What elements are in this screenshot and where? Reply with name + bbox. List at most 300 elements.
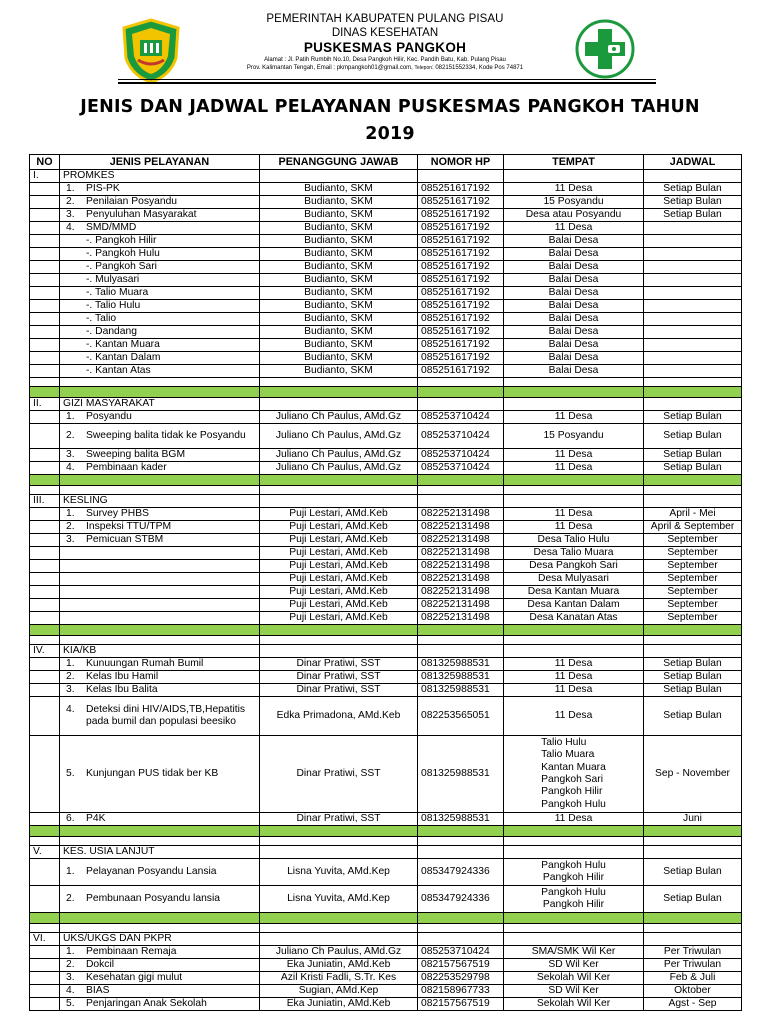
- schedule: Feb & Juli: [644, 972, 742, 985]
- table-row: [30, 183, 742, 196]
- service-name: Penjaringan Anak Sekolah: [86, 998, 207, 1009]
- phone-number: 085251617192: [418, 235, 504, 248]
- section-number: II.: [30, 398, 60, 411]
- place: Desa Kantan Muara: [504, 586, 644, 599]
- place: Sekolah Wil Ker: [504, 972, 644, 985]
- phone-number: 085251617192: [418, 222, 504, 235]
- document-title: JENIS DAN JADWAL PELAYANAN PUSKESMAS PANGKOH TAHUN: [80, 97, 700, 117]
- phone-number: 082252131498: [418, 599, 504, 612]
- service-name: BIAS: [86, 985, 110, 996]
- phone-number: 082252131498: [418, 508, 504, 521]
- person-in-charge: Budianto, SKM: [260, 248, 418, 261]
- service-name: Posyandu: [86, 411, 132, 422]
- spacer-row: [30, 837, 742, 846]
- phone-number: 081325988531: [418, 813, 504, 826]
- person-in-charge: Budianto, SKM: [260, 287, 418, 300]
- schedule: Per Triwulan: [644, 959, 742, 972]
- schedule: Setiap Bulan: [644, 859, 742, 886]
- person-in-charge: Juliano Ch Paulus, AMd.Gz: [260, 449, 418, 462]
- village-name: -. Talio Muara: [60, 287, 260, 300]
- header-rule-thin: [118, 79, 656, 80]
- village-name: -. Pangkoh Hulu: [60, 248, 260, 261]
- item-number: 3.: [66, 972, 75, 983]
- person-in-charge: Budianto, SKM: [260, 300, 418, 313]
- place-line: Talio Hulu: [541, 736, 587, 748]
- person-in-charge: Puji Lestari, AMd.Keb: [260, 521, 418, 534]
- table-row: [30, 859, 742, 886]
- separator-row: [30, 625, 742, 636]
- schedule: Setiap Bulan: [644, 671, 742, 684]
- phone-number: 085251617192: [418, 339, 504, 352]
- person-in-charge: Puji Lestari, AMd.Keb: [260, 560, 418, 573]
- place: 11 Desa: [504, 658, 644, 671]
- schedule: Juni: [644, 813, 742, 826]
- section-number: I.: [30, 170, 60, 183]
- spacer-row: [30, 636, 742, 645]
- person-in-charge: Puji Lestari, AMd.Keb: [260, 573, 418, 586]
- col-header-person: PENANGGUNG JAWAB: [260, 155, 418, 170]
- schedule: September: [644, 547, 742, 560]
- table-row: [30, 462, 742, 475]
- place: [504, 886, 644, 913]
- section-number: III.: [30, 495, 60, 508]
- item-number: 4.: [66, 704, 75, 715]
- item-number: 2.: [66, 671, 75, 682]
- service-name: Kelas Ibu Balita: [86, 684, 158, 695]
- place: 15 Posyandu: [504, 196, 644, 209]
- person-in-charge: Budianto, SKM: [260, 326, 418, 339]
- table-header-row: [30, 155, 742, 170]
- phone-number: 081325988531: [418, 736, 504, 813]
- item-number: 5.: [66, 998, 75, 1009]
- table-row: [30, 424, 742, 449]
- phone-number: 082157567519: [418, 998, 504, 1011]
- place: Balai Desa: [504, 300, 644, 313]
- separator-row: [30, 913, 742, 924]
- place: 11 Desa: [504, 411, 644, 424]
- schedule: September: [644, 586, 742, 599]
- table-row: [30, 449, 742, 462]
- document-title-year: 2019: [365, 124, 415, 144]
- section-row: [30, 398, 742, 411]
- village-name: -. Mulyasari: [60, 274, 260, 287]
- place: SMA/SMK Wil Ker: [504, 946, 644, 959]
- person-in-charge: Eka Juniatin, AMd.Keb: [260, 959, 418, 972]
- table-row: [30, 287, 742, 300]
- item-number: 1.: [66, 946, 75, 957]
- schedule: [644, 222, 742, 235]
- table-row: [30, 534, 742, 547]
- schedule: Setiap Bulan: [644, 196, 742, 209]
- table-row: [30, 365, 742, 378]
- col-header-schedule: JADWAL: [644, 155, 742, 170]
- phone-number: 082252131498: [418, 612, 504, 625]
- village-name: -. Pangkoh Hilir: [60, 235, 260, 248]
- service-name: Kunjungan PUS tidak ber KB: [86, 768, 219, 779]
- phone-number: 082157567519: [418, 959, 504, 972]
- table-row: [30, 300, 742, 313]
- phone-number: 085251617192: [418, 261, 504, 274]
- person-in-charge: Puji Lestari, AMd.Keb: [260, 599, 418, 612]
- person-in-charge: Budianto, SKM: [260, 235, 418, 248]
- phone-number: 085251617192: [418, 352, 504, 365]
- item-number: 6.: [66, 813, 75, 824]
- phone-number: 082252131498: [418, 586, 504, 599]
- table-row: [30, 998, 742, 1011]
- person-in-charge: Budianto, SKM: [260, 196, 418, 209]
- place-line: Pangkoh Hulu: [541, 859, 606, 871]
- person-in-charge: Budianto, SKM: [260, 352, 418, 365]
- table-row: [30, 235, 742, 248]
- person-in-charge: Budianto, SKM: [260, 222, 418, 235]
- schedule: September: [644, 612, 742, 625]
- table-row: [30, 313, 742, 326]
- schedule: Setiap Bulan: [644, 411, 742, 424]
- table-row: [30, 326, 742, 339]
- item-number: 2.: [66, 196, 75, 207]
- phone-number: 082253565051: [418, 697, 504, 736]
- place: 11 Desa: [504, 449, 644, 462]
- person-in-charge: Budianto, SKM: [260, 339, 418, 352]
- service-schedule-table: [29, 154, 742, 1011]
- table-row: [30, 658, 742, 671]
- phone-number: 085251617192: [418, 209, 504, 222]
- table-row: [30, 573, 742, 586]
- person-in-charge: Lisna Yuvita, AMd.Kep: [260, 886, 418, 913]
- place: 11 Desa: [504, 697, 644, 736]
- phone-number: 082252131498: [418, 547, 504, 560]
- place: 11 Desa: [504, 508, 644, 521]
- header-address: Alamat : Jl. Patih Rumbih No.10, Desa Pangkoh Hilir, Kec. Pandih Batu, Kab. Pulang Pisau: [264, 57, 506, 63]
- table-row: [30, 222, 742, 235]
- place-line: Pangkoh Hulu: [541, 886, 606, 898]
- phone-number: 085251617192: [418, 287, 504, 300]
- person-in-charge: Eka Juniatin, AMd.Keb: [260, 998, 418, 1011]
- table-row: [30, 972, 742, 985]
- place: SD Wil Ker: [504, 959, 644, 972]
- table-row: [30, 697, 742, 736]
- village-name: -. Dandang: [60, 326, 260, 339]
- header-rule-thick: [118, 82, 656, 84]
- schedule: September: [644, 534, 742, 547]
- service-name: Pembinaan Remaja: [86, 946, 177, 957]
- village-name: -. Kantan Muara: [60, 339, 260, 352]
- item-number: 2.: [66, 893, 75, 904]
- place: Balai Desa: [504, 352, 644, 365]
- service-name: Pembinaan kader: [86, 462, 167, 473]
- phone-number: 081325988531: [418, 684, 504, 697]
- person-in-charge: Dinar Pratiwi, SST: [260, 813, 418, 826]
- section-row: [30, 933, 742, 946]
- phone-number: 082252131498: [418, 521, 504, 534]
- place: Balai Desa: [504, 365, 644, 378]
- schedule: Setiap Bulan: [644, 684, 742, 697]
- place-line: Kantan Muara: [541, 761, 606, 773]
- phone-number: 082252131498: [418, 534, 504, 547]
- place-line: Pangkoh Hulu: [541, 798, 606, 810]
- item-number: 5.: [66, 768, 75, 779]
- phone-number: 081325988531: [418, 671, 504, 684]
- person-in-charge: Budianto, SKM: [260, 209, 418, 222]
- table-row: [30, 411, 742, 424]
- spacer-row: [30, 378, 742, 387]
- place: [504, 859, 644, 886]
- item-number: 3.: [66, 684, 75, 695]
- header-institution: PUSKESMAS PANGKOH: [303, 40, 467, 55]
- regency-emblem-icon: [120, 18, 182, 84]
- section-row: [30, 170, 742, 183]
- table-row: [30, 671, 742, 684]
- section-row: [30, 495, 742, 508]
- person-in-charge: Puji Lestari, AMd.Keb: [260, 534, 418, 547]
- table-row: [30, 248, 742, 261]
- person-in-charge: Puji Lestari, AMd.Keb: [260, 612, 418, 625]
- village-name: -. Kantan Atas: [60, 365, 260, 378]
- place: Balai Desa: [504, 339, 644, 352]
- person-in-charge: Azil Kristi Fadli, S.Tr. Kes: [260, 972, 418, 985]
- table-row: [30, 209, 742, 222]
- phone-number: 085251617192: [418, 313, 504, 326]
- place: Desa Mulyasari: [504, 573, 644, 586]
- service-name: Penilaian Posyandu: [86, 196, 178, 207]
- section-name: KES. USIA LANJUT: [60, 846, 260, 859]
- place: Desa Kantan Dalam: [504, 599, 644, 612]
- schedule: Setiap Bulan: [644, 183, 742, 196]
- service-name: Pembunaan Posyandu lansia: [86, 893, 220, 904]
- item-number: 3.: [66, 449, 75, 460]
- village-name: -. Talio Hulu: [60, 300, 260, 313]
- phone-number: 085251617192: [418, 365, 504, 378]
- schedule: Sep - November: [644, 736, 742, 813]
- phone-number: 085253710424: [418, 424, 504, 449]
- service-name: PIS-PK: [86, 183, 120, 194]
- schedule: September: [644, 560, 742, 573]
- person-in-charge: Dinar Pratiwi, SST: [260, 658, 418, 671]
- table-row: [30, 521, 742, 534]
- table-row: [30, 612, 742, 625]
- phone-number: 085347924336: [418, 886, 504, 913]
- table-row: [30, 261, 742, 274]
- header-government: PEMERINTAH KABUPATEN PULANG PISAU: [266, 13, 504, 25]
- table-row: [30, 196, 742, 209]
- person-in-charge: Lisna Yuvita, AMd.Kep: [260, 859, 418, 886]
- person-in-charge: Budianto, SKM: [260, 274, 418, 287]
- person-in-charge: Sugian, AMd.Kep: [260, 985, 418, 998]
- person-in-charge: Puji Lestari, AMd.Keb: [260, 508, 418, 521]
- phone-number: 085253710424: [418, 449, 504, 462]
- person-in-charge: Juliano Ch Paulus, AMd.Gz: [260, 424, 418, 449]
- phone-number: 085251617192: [418, 326, 504, 339]
- place: Balai Desa: [504, 261, 644, 274]
- phone-number: 085253710424: [418, 462, 504, 475]
- section-row: [30, 846, 742, 859]
- phone-number: 082252131498: [418, 573, 504, 586]
- schedule: Agst - Sep: [644, 998, 742, 1011]
- place: Balai Desa: [504, 248, 644, 261]
- phone-number: 085251617192: [418, 183, 504, 196]
- place: 11 Desa: [504, 671, 644, 684]
- table-row: [30, 339, 742, 352]
- table-row: [30, 586, 742, 599]
- table-row: [30, 813, 742, 826]
- spacer-row: [30, 486, 742, 495]
- separator-row: [30, 475, 742, 486]
- phone-number: 082252131498: [418, 560, 504, 573]
- place: 11 Desa: [504, 521, 644, 534]
- table-row: [30, 547, 742, 560]
- schedule: Oktober: [644, 985, 742, 998]
- place: 11 Desa: [504, 222, 644, 235]
- service-name: Pelayanan Posyandu Lansia: [86, 866, 217, 877]
- schedule: Setiap Bulan: [644, 462, 742, 475]
- section-name: GIZI MASYARAKAT: [60, 398, 260, 411]
- table-row: [30, 274, 742, 287]
- col-header-place: TEMPAT: [504, 155, 644, 170]
- service-name: Kunuungan Rumah Bumil: [86, 658, 204, 669]
- section-number: IV.: [30, 645, 60, 658]
- phone-number: 085251617192: [418, 248, 504, 261]
- section-number: VI.: [30, 933, 60, 946]
- place: Sekolah Wil Ker: [504, 998, 644, 1011]
- phone-number: 085251617192: [418, 300, 504, 313]
- place: Balai Desa: [504, 287, 644, 300]
- village-name: -. Kantan Dalam: [60, 352, 260, 365]
- table-row: [30, 684, 742, 697]
- place-line: Pangkoh Sari: [541, 774, 603, 785]
- schedule: April - Mei: [644, 508, 742, 521]
- place-line: Talio Muara: [541, 749, 595, 761]
- person-in-charge: Edka Primadona, AMd.Keb: [260, 697, 418, 736]
- person-in-charge: Juliano Ch Paulus, AMd.Gz: [260, 462, 418, 475]
- col-header-phone: NOMOR HP: [418, 155, 504, 170]
- place: Balai Desa: [504, 326, 644, 339]
- item-number: 4.: [66, 985, 75, 996]
- phone-number: 085347924336: [418, 859, 504, 886]
- schedule: Per Triwulan: [644, 946, 742, 959]
- item-number: 2.: [66, 521, 75, 532]
- place: SD Wil Ker: [504, 985, 644, 998]
- service-name: Kelas Ibu Hamil: [86, 671, 159, 682]
- section-name: UKS/UKGS DAN PKPR: [60, 933, 260, 946]
- place: 11 Desa: [504, 183, 644, 196]
- table-row: [30, 736, 742, 813]
- table-row: [30, 959, 742, 972]
- person-in-charge: Budianto, SKM: [260, 261, 418, 274]
- item-number: 4.: [66, 462, 75, 473]
- person-in-charge: Puji Lestari, AMd.Keb: [260, 547, 418, 560]
- schedule: Setiap Bulan: [644, 697, 742, 736]
- table-row: [30, 352, 742, 365]
- phone-number: 085251617192: [418, 274, 504, 287]
- place: [504, 736, 644, 813]
- table-row: [30, 886, 742, 913]
- col-header-no: NO: [30, 155, 60, 170]
- service-name: Inspeksi TTU/TPM: [86, 521, 172, 532]
- separator-row: [30, 387, 742, 398]
- schedule: September: [644, 599, 742, 612]
- service-name: Survey PHBS: [86, 508, 149, 519]
- section-row: [30, 645, 742, 658]
- item-number: 2.: [66, 430, 75, 441]
- item-number: 2.: [66, 959, 75, 970]
- place: Balai Desa: [504, 274, 644, 287]
- service-name: Kesehatan gigi mulut: [86, 972, 183, 983]
- village-name: -. Talio: [60, 313, 260, 326]
- place-line: Pangkoh Hilir: [541, 786, 603, 798]
- place-line: Pangkoh Hilir: [542, 899, 605, 910]
- service-name: Deteksi dini HIV/AIDS,TB,Hepatitis pada bumil dan populasi beesiko: [86, 704, 246, 727]
- section-name: KIA/KB: [60, 645, 260, 658]
- schedule: Setiap Bulan: [644, 424, 742, 449]
- service-name: Dokcil: [86, 959, 115, 970]
- schedule: Setiap Bulan: [644, 886, 742, 913]
- schedule: April & September: [644, 521, 742, 534]
- table-row: [30, 599, 742, 612]
- person-in-charge: Budianto, SKM: [260, 183, 418, 196]
- table-row: [30, 560, 742, 573]
- person-in-charge: Dinar Pratiwi, SST: [260, 671, 418, 684]
- place: Balai Desa: [504, 235, 644, 248]
- header-department: DINAS KESEHATAN: [331, 27, 439, 39]
- person-in-charge: Budianto, SKM: [260, 365, 418, 378]
- place: Desa atau Posyandu: [504, 209, 644, 222]
- person-in-charge: Dinar Pratiwi, SST: [260, 736, 418, 813]
- item-number: 1.: [66, 183, 75, 194]
- phone-number: 085251617192: [418, 196, 504, 209]
- place: Desa Talio Muara: [504, 547, 644, 560]
- section-name: KESLING: [60, 495, 260, 508]
- phone-number: 082158967733: [418, 985, 504, 998]
- item-number: 1.: [66, 866, 75, 877]
- table-row: [30, 508, 742, 521]
- spacer-row: [30, 924, 742, 933]
- place: 15 Posyandu: [504, 424, 644, 449]
- person-in-charge: Puji Lestari, AMd.Keb: [260, 586, 418, 599]
- service-name: Sweeping balita tidak ke Posyandu: [86, 430, 246, 441]
- col-header-service: JENIS PELAYANAN: [60, 155, 260, 170]
- place: 11 Desa: [504, 684, 644, 697]
- place: 11 Desa: [504, 813, 644, 826]
- person-in-charge: Juliano Ch Paulus, AMd.Gz: [260, 411, 418, 424]
- place: 11 Desa: [504, 462, 644, 475]
- service-name: Penyuluhan Masyarakat: [86, 209, 197, 220]
- phone-number: 085253710424: [418, 946, 504, 959]
- item-number: 1.: [66, 411, 75, 422]
- service-name: Sweeping balita BGM: [86, 449, 186, 460]
- place-line: Pangkoh Hilir: [542, 872, 605, 883]
- table-row: [30, 946, 742, 959]
- item-number: 1.: [66, 658, 75, 669]
- schedule: Setiap Bulan: [644, 449, 742, 462]
- service-name: P4K: [86, 813, 106, 824]
- schedule: September: [644, 573, 742, 586]
- service-name: Pemicuan STBM: [86, 534, 164, 545]
- puskesmas-logo-icon: [574, 18, 636, 80]
- village-name: -. Pangkoh Sari: [60, 261, 260, 274]
- item-number: 3.: [66, 209, 75, 220]
- place: Desa Talio Hulu: [504, 534, 644, 547]
- person-in-charge: Budianto, SKM: [260, 313, 418, 326]
- place: Balai Desa: [504, 313, 644, 326]
- phone-number: 082253529798: [418, 972, 504, 985]
- item-number: 4.: [66, 222, 75, 233]
- item-number: 1.: [66, 508, 75, 519]
- table-row: [30, 985, 742, 998]
- section-name: PROMKES: [60, 170, 260, 183]
- schedule: Setiap Bulan: [644, 209, 742, 222]
- phone-number: 081325988531: [418, 658, 504, 671]
- person-in-charge: Juliano Ch Paulus, AMd.Gz: [260, 946, 418, 959]
